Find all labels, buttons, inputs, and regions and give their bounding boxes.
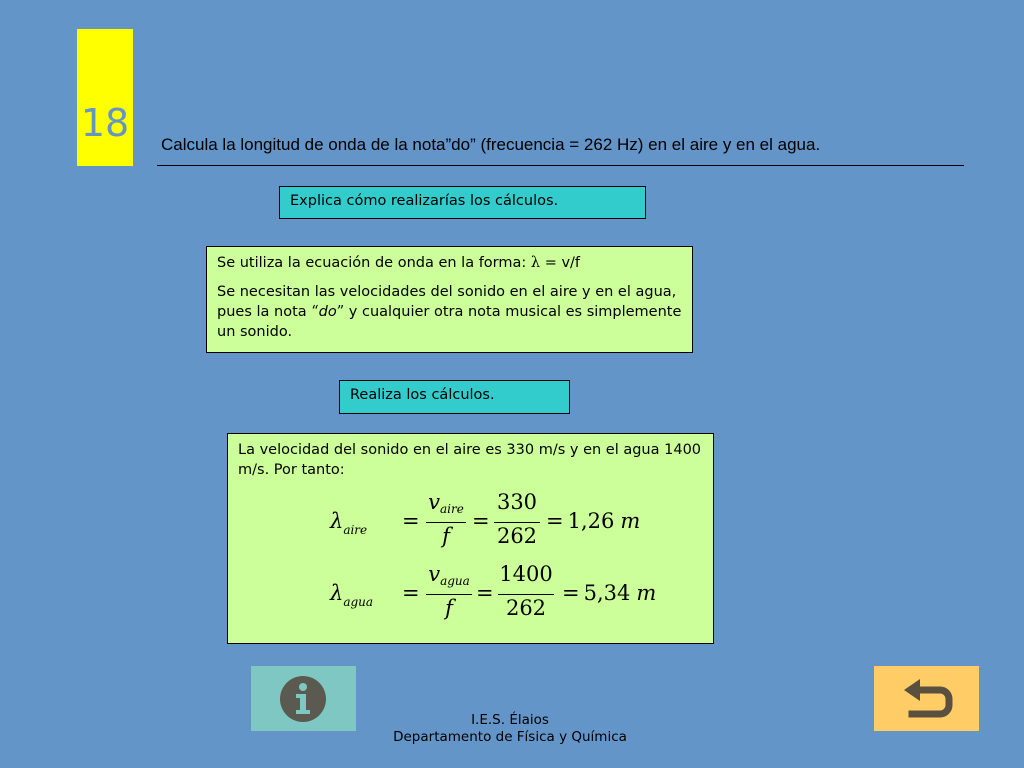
denominator: 262 bbox=[496, 524, 538, 548]
equals-sign: = bbox=[546, 509, 564, 533]
school-name: I.E.S. Élaios bbox=[471, 712, 549, 728]
numerator: 1400 bbox=[499, 562, 553, 586]
prompt-calculate: Realiza los cálculos. bbox=[339, 380, 570, 414]
quote-open: “ bbox=[311, 304, 319, 320]
velocity-subscript: agua bbox=[440, 574, 470, 588]
equation-line bbox=[217, 253, 682, 273]
department-name: Departamento de Física y Química bbox=[393, 729, 627, 745]
fraction-v-f bbox=[426, 562, 472, 620]
lambda-symbol: λ bbox=[330, 581, 344, 605]
answer-explanation bbox=[206, 246, 693, 353]
quote-close: ” bbox=[336, 304, 345, 320]
velocity-symbol: v bbox=[428, 490, 441, 514]
note-name: do bbox=[318, 304, 337, 320]
calc-intro: La velocidad del sonido en el aire es 330 m/s y en el agua 1400 m/s. Por tanto: bbox=[238, 442, 702, 478]
fraction-values bbox=[498, 562, 554, 620]
equals-sign: = bbox=[562, 581, 580, 605]
answer-calculations bbox=[227, 433, 714, 644]
equals-sign: = bbox=[402, 581, 420, 605]
lambda-symbol: λ bbox=[330, 509, 344, 533]
return-arrow-icon bbox=[874, 666, 979, 731]
footer bbox=[360, 712, 660, 746]
explanation-paragraph bbox=[217, 282, 682, 342]
result bbox=[546, 511, 640, 531]
equation-line-text: Se utiliza la ecuación de onda en la forma: bbox=[217, 255, 531, 271]
frequency-symbol: f bbox=[442, 524, 450, 548]
equals-sign: = bbox=[476, 581, 494, 605]
info-icon bbox=[251, 666, 356, 731]
lambda-subscript: aire bbox=[343, 523, 368, 537]
fraction-bar bbox=[426, 594, 472, 595]
numerator: 330 bbox=[496, 490, 538, 514]
result-value: 1,26 bbox=[567, 509, 615, 533]
equals-sign: = bbox=[402, 509, 420, 533]
explanation-text-b: y cualquier otra nota musical es simplemente un sonido. bbox=[217, 304, 682, 340]
fraction-v-f bbox=[426, 490, 466, 548]
equals-sign: = bbox=[472, 509, 490, 533]
back-button[interactable] bbox=[874, 666, 979, 731]
fraction-bar bbox=[494, 522, 540, 523]
frequency-symbol: f bbox=[445, 596, 453, 620]
info-button[interactable] bbox=[251, 666, 356, 731]
result-unit: m bbox=[620, 509, 641, 533]
lambda-subscript: agua bbox=[343, 595, 374, 609]
result bbox=[562, 583, 656, 603]
result-value: 5,34 bbox=[583, 581, 631, 605]
velocity-subscript: aire bbox=[440, 502, 464, 516]
question-text: Calcula la longitud de onda de la nota”do” (frecuencia = 262 Hz) en el aire y en el agua. bbox=[161, 135, 821, 154]
denominator: 262 bbox=[505, 596, 547, 620]
fraction-values bbox=[494, 490, 540, 548]
divider bbox=[157, 165, 964, 166]
result-unit: m bbox=[636, 581, 657, 605]
lambda-symbol: λ bbox=[530, 255, 541, 271]
explanation-text-a: Se necesitan las velocidades del sonido en el aire y en el agua, pues la nota bbox=[217, 284, 677, 320]
prompt-explain: Explica cómo realizarías los cálculos. bbox=[279, 186, 646, 219]
equation-line-suffix: = v/f bbox=[540, 255, 581, 271]
fraction-bar bbox=[426, 522, 466, 523]
fraction-bar bbox=[498, 594, 554, 595]
slide-number: 18 bbox=[80, 101, 130, 145]
slide-number-box bbox=[77, 29, 133, 166]
velocity-symbol: v bbox=[428, 562, 441, 586]
